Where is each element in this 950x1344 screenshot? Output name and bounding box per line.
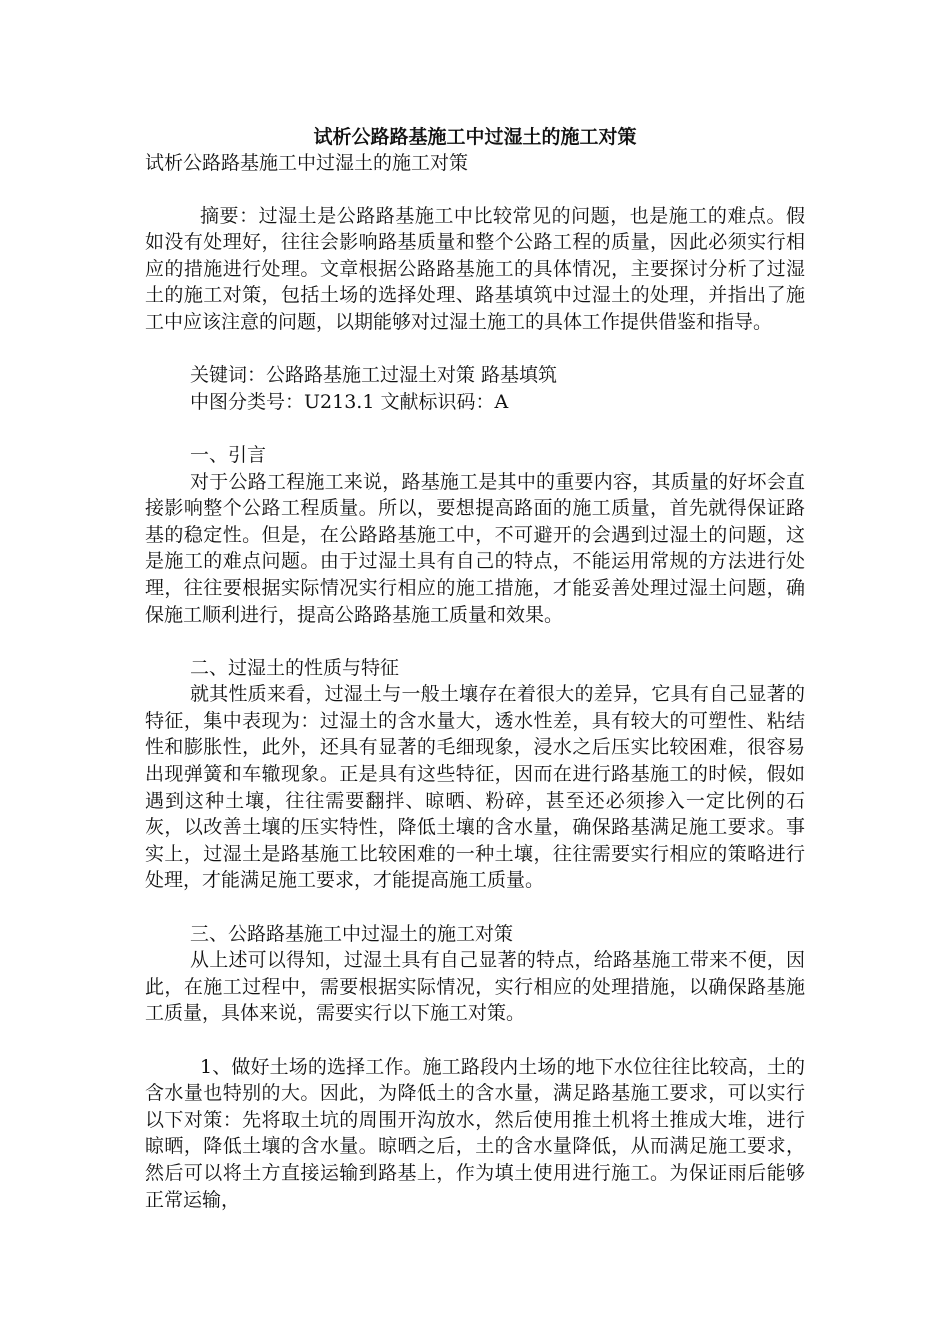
spacer: [145, 628, 805, 655]
document-subtitle: 试析公路路基施工中过湿土的施工对策: [145, 152, 469, 174]
spacer: [145, 336, 805, 363]
section-paragraph: 从上述可以得知，过湿土具有自己显著的特点，给路基施工带来不便，因此，在施工过程中，需要根据实际情况，实行相应的处理措施，以确保路基施工质量，具体来说，需要实行以下施工对策。: [145, 949, 805, 1025]
document-title: 试析公路路基施工中过湿土的施工对策: [313, 126, 637, 148]
spacer: [145, 176, 805, 203]
list-item-soil-field: 1、做好土场的选择工作。施工路段内土场的地下水位往往比较高，土的含水量也特别的大。因此，为降低土的含水量，满足路基施工要求，可以实行以下对策：先将取土坑的周围开沟放水，然后使用推土机将土推成大堆，进行晾晒，降低土壤的含水量。晾晒之后，土的含水量降低，从而满足施工要求，然后可以将土方直接运输到路基上，作为填土使用进行施工。为保证雨后能够正常运输，: [145, 1055, 805, 1211]
spacer: [145, 894, 805, 921]
section-heading-properties: 二、过湿土的性质与特征: [190, 656, 400, 679]
classification-line: 中图分类号：U213.1 文献标识码：A: [190, 390, 509, 413]
document-body: [145, 124, 805, 1213]
section-paragraph: 就其性质来看，过湿土与一般土壤存在着很大的差异，它具有自己显著的特征，集中表现为：过湿土的含水量大，透水性差，具有较大的可塑性、粘结性和膨胀性，此外，还具有显著的毛细现象，浸水之后压实比较困难，很容易出现弹簧和车辙现象。正是具有这些特征，因而在进行路基施工的时候，假如遇到这种土壤，往往需要翻拌、晾晒、粉碎，甚至还必须掺入一定比例的石灰，以改善土壤的压实特性，降低土壤的含水量，确保路基满足施工要求。事实上，过湿土是路基施工比较困难的一种土壤，往往需要实行相应的策略进行处理，才能满足施工要求，才能提高施工质量。: [145, 683, 805, 892]
section-heading-countermeasures: 三、公路路基施工中过湿土的施工对策: [190, 922, 514, 945]
keywords-line: 关键词：公路路基施工过湿土对策 路基填筑: [190, 364, 558, 387]
section-paragraph: 对于公路工程施工来说，路基施工是其中的重要内容，其质量的好坏会直接影响整个公路工程质量。所以，要想提高路面的施工质量，首先就得保证路基的稳定性。但是，在公路路基施工中，不可避开的会遇到过湿土的问题，这是施工的难点问题。由于过湿土具有自己的特点，不能运用常规的方法进行处理，往往要根据实际情况实行相应的施工措施，才能妥善处理过湿土问题，确保施工顺利进行，提高公路路基施工质量和效果。: [145, 470, 805, 626]
abstract-paragraph: 摘要：过湿土是公路路基施工中比较常见的问题，也是施工的难点。假如没有处理好，往往会影响路基质量和整个公路工程的质量，因此必须实行相应的措施进行处理。文章根据公路路基施工的具体情况，主要探讨分析了过湿土的施工对策，包括土场的选择处理、路基填筑中过湿土的处理，并指出了施工中应该注意的问题，以期能够对过湿土施工的具体工作提供借鉴和指导。: [145, 204, 805, 333]
spacer: [145, 1027, 805, 1054]
section-heading-introduction: 一、引言: [190, 443, 267, 466]
spacer: [145, 415, 805, 442]
